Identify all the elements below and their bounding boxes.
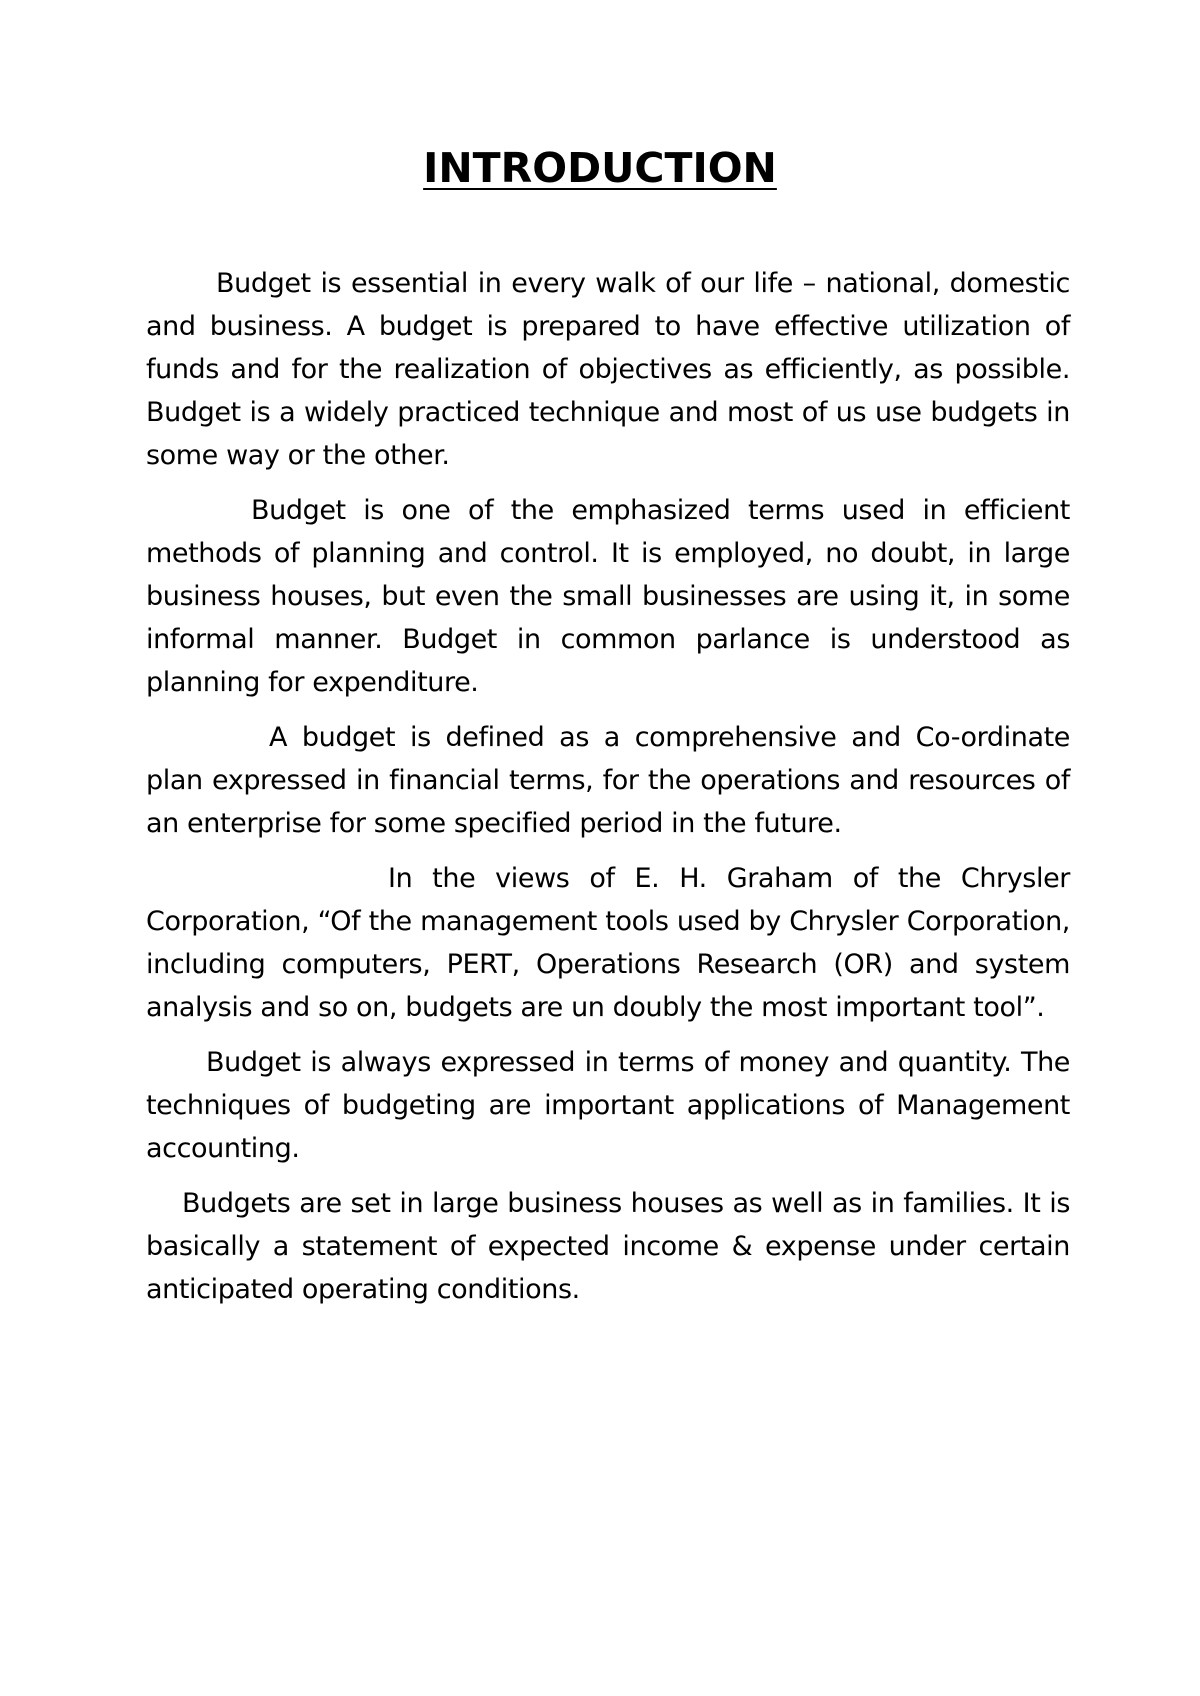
paragraph-emphasized-terms: Budget is one of the emphasized terms used in efficient methods of planning and control. It is employed, no doubt, in large business houses, but even the small businesses are using it, in some informal manner. Budget in common parlance is understood as planning for expenditure.	[146, 495, 1070, 698]
paragraph-budget-essential: Budget is essential in every walk of our life – national, domestic and business. A budget is prepared to have effective utilization of funds and for the realization of objectives as efficiently, as possible. Budget is a widely practiced technique and most of us use budgets in some way or the other.	[146, 268, 1070, 471]
paragraph-graham-quote: In the views of E. H. Graham of the Chrysler Corporation, “Of the management tools used by Chrysler Corporation, including computers, PERT, Operations Research (OR) and system analysis and so on, budgets are un doubly the most important tool”.	[146, 863, 1070, 1023]
document-body	[146, 262, 1070, 1323]
paragraph-money-quantity: Budget is always expressed in terms of money and quantity. The techniques of budgeting are important applications of Management accounting.	[146, 1047, 1070, 1164]
page-title	[0, 140, 1200, 196]
paragraph-budget-definition: A budget is defined as a comprehensive and Co-ordinate plan expressed in financial terms, for the operations and resources of an enterprise for some specified period in the future.	[146, 722, 1070, 839]
paragraph-families: Budgets are set in large business houses as well as in families. It is basically a statement of expected income & expense under certain anticipated operating conditions.	[146, 1188, 1070, 1305]
page-title-text: INTRODUCTION	[423, 144, 777, 192]
